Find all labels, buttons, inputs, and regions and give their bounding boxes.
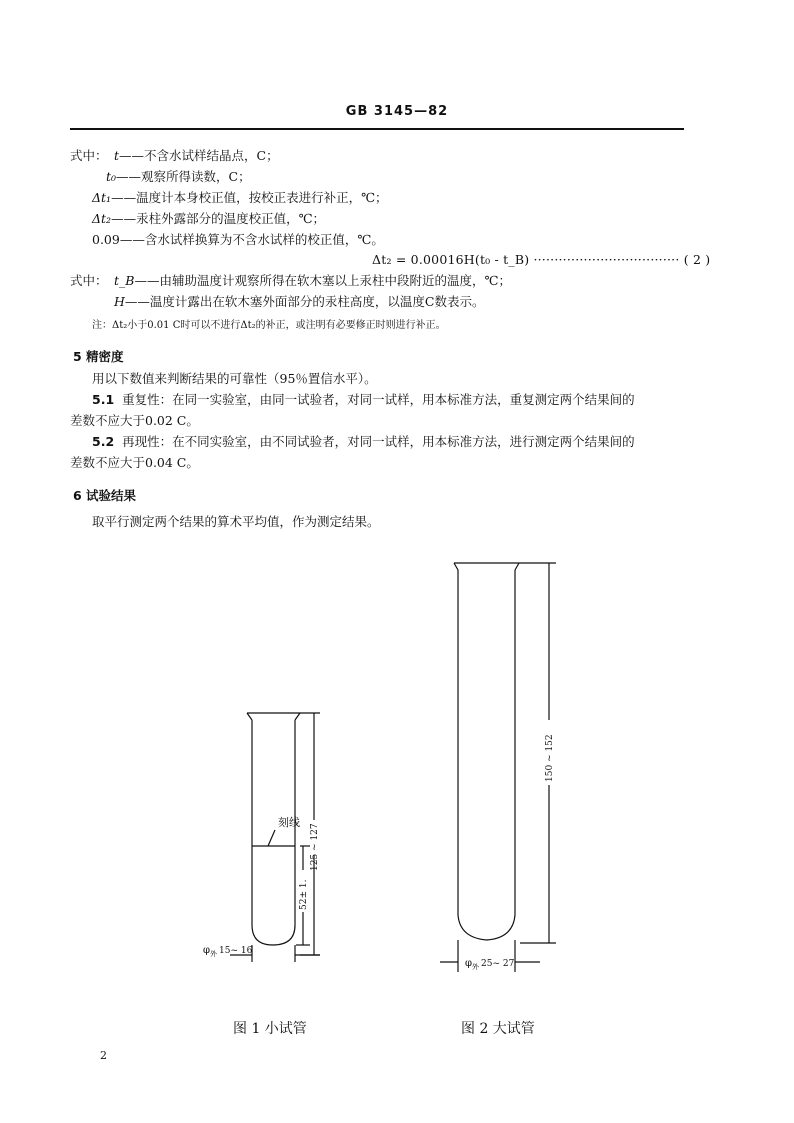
definition-symbol: H bbox=[114, 294, 125, 309]
standard-header: GB 3145—82 bbox=[345, 104, 449, 119]
definition-symbol: t bbox=[114, 148, 120, 163]
clause-5-2-cont: 差数不应大于0.04 C。 bbox=[70, 455, 199, 470]
clause-text: 再现性：在不同实验室，由不同试验者，对同一试样，用本标准方法，进行测定两个结果间的 bbox=[122, 434, 635, 449]
large-test-tube bbox=[440, 563, 556, 972]
note: 注：Δt₂小于0.01 C时可以不进行Δt₂的补正，或注明有必要修正时则进行补正。 bbox=[92, 320, 446, 331]
small-test-tube bbox=[230, 713, 320, 962]
definition-symbol: t₀ bbox=[106, 169, 117, 184]
section-6-heading: 6 试验结果 bbox=[73, 488, 137, 503]
diameter-symbol: φ bbox=[203, 945, 211, 956]
clause-text: 重复性：在同一实验室，由同一试验者，对同一试样，用本标准方法，重复测定两个结果间的 bbox=[122, 392, 635, 407]
definition-text: ——不含水试样结晶点，C； bbox=[119, 148, 279, 163]
definition-text: ——含水试样换算为不含水试样的校正值，℃。 bbox=[119, 232, 384, 247]
definition-text: ——观察所得读数，C； bbox=[116, 169, 251, 184]
definition-symbol: Δt₁ bbox=[92, 190, 112, 205]
large-tube-diameter-label bbox=[465, 958, 515, 971]
definition-text: ——由辅助温度计观察所得在软木塞以上汞柱中段附近的温度，℃； bbox=[134, 273, 511, 288]
diameter-value: 15~ 16 bbox=[219, 946, 253, 956]
formula-2: Δt₂ = 0.00016H(t₀ - t_B) ··································· ( 2 ) bbox=[372, 252, 711, 267]
mark-height-label: 52± 1. bbox=[299, 879, 309, 910]
small-tube-diameter-label bbox=[203, 945, 253, 958]
figure-1-caption: 图 1 小试管 bbox=[233, 1021, 307, 1037]
clause-number: 5.1 bbox=[92, 392, 115, 407]
definition-text: ——温度计露出在软木塞外面部分的汞柱高度，以温度C数表示。 bbox=[124, 294, 485, 309]
definition-symbol: 0.09 bbox=[92, 232, 120, 247]
definitions-prefix: 式中： bbox=[70, 148, 108, 163]
diameter-symbol: φ bbox=[465, 958, 473, 969]
definitions-prefix: 式中： bbox=[70, 273, 108, 288]
definition-text: ——温度计本身校正值，按校正表进行补正，℃； bbox=[111, 190, 388, 205]
small-tube-length-label: 125 ~ 127 bbox=[310, 823, 320, 871]
definition-symbol: t_B bbox=[114, 273, 135, 288]
diameter-value: 25~ 27 bbox=[481, 959, 515, 969]
mark-line-label: 刻线 bbox=[278, 816, 300, 829]
section-5-heading: 5 精密度 bbox=[73, 349, 124, 364]
page-number: 2 bbox=[100, 1049, 107, 1062]
definition-symbol: Δt₂ bbox=[92, 211, 112, 226]
definition-text: ——汞柱外露部分的温度校正值，℃； bbox=[111, 211, 326, 226]
clause-number: 5.2 bbox=[92, 434, 115, 449]
section-5-intro: 用以下数值来判断结果的可靠性（95％置信水平）。 bbox=[92, 371, 377, 386]
diameter-subscript: 外 bbox=[472, 963, 480, 971]
figure-2-caption: 图 2 大试管 bbox=[461, 1021, 535, 1037]
large-tube-length-label: 150 ~ 152 bbox=[545, 734, 555, 782]
clause-5-1-cont: 差数不应大于0.02 C。 bbox=[70, 413, 199, 428]
section-6-text: 取平行测定两个结果的算术平均值，作为测定结果。 bbox=[92, 514, 380, 529]
diameter-subscript: 外 bbox=[210, 950, 218, 958]
